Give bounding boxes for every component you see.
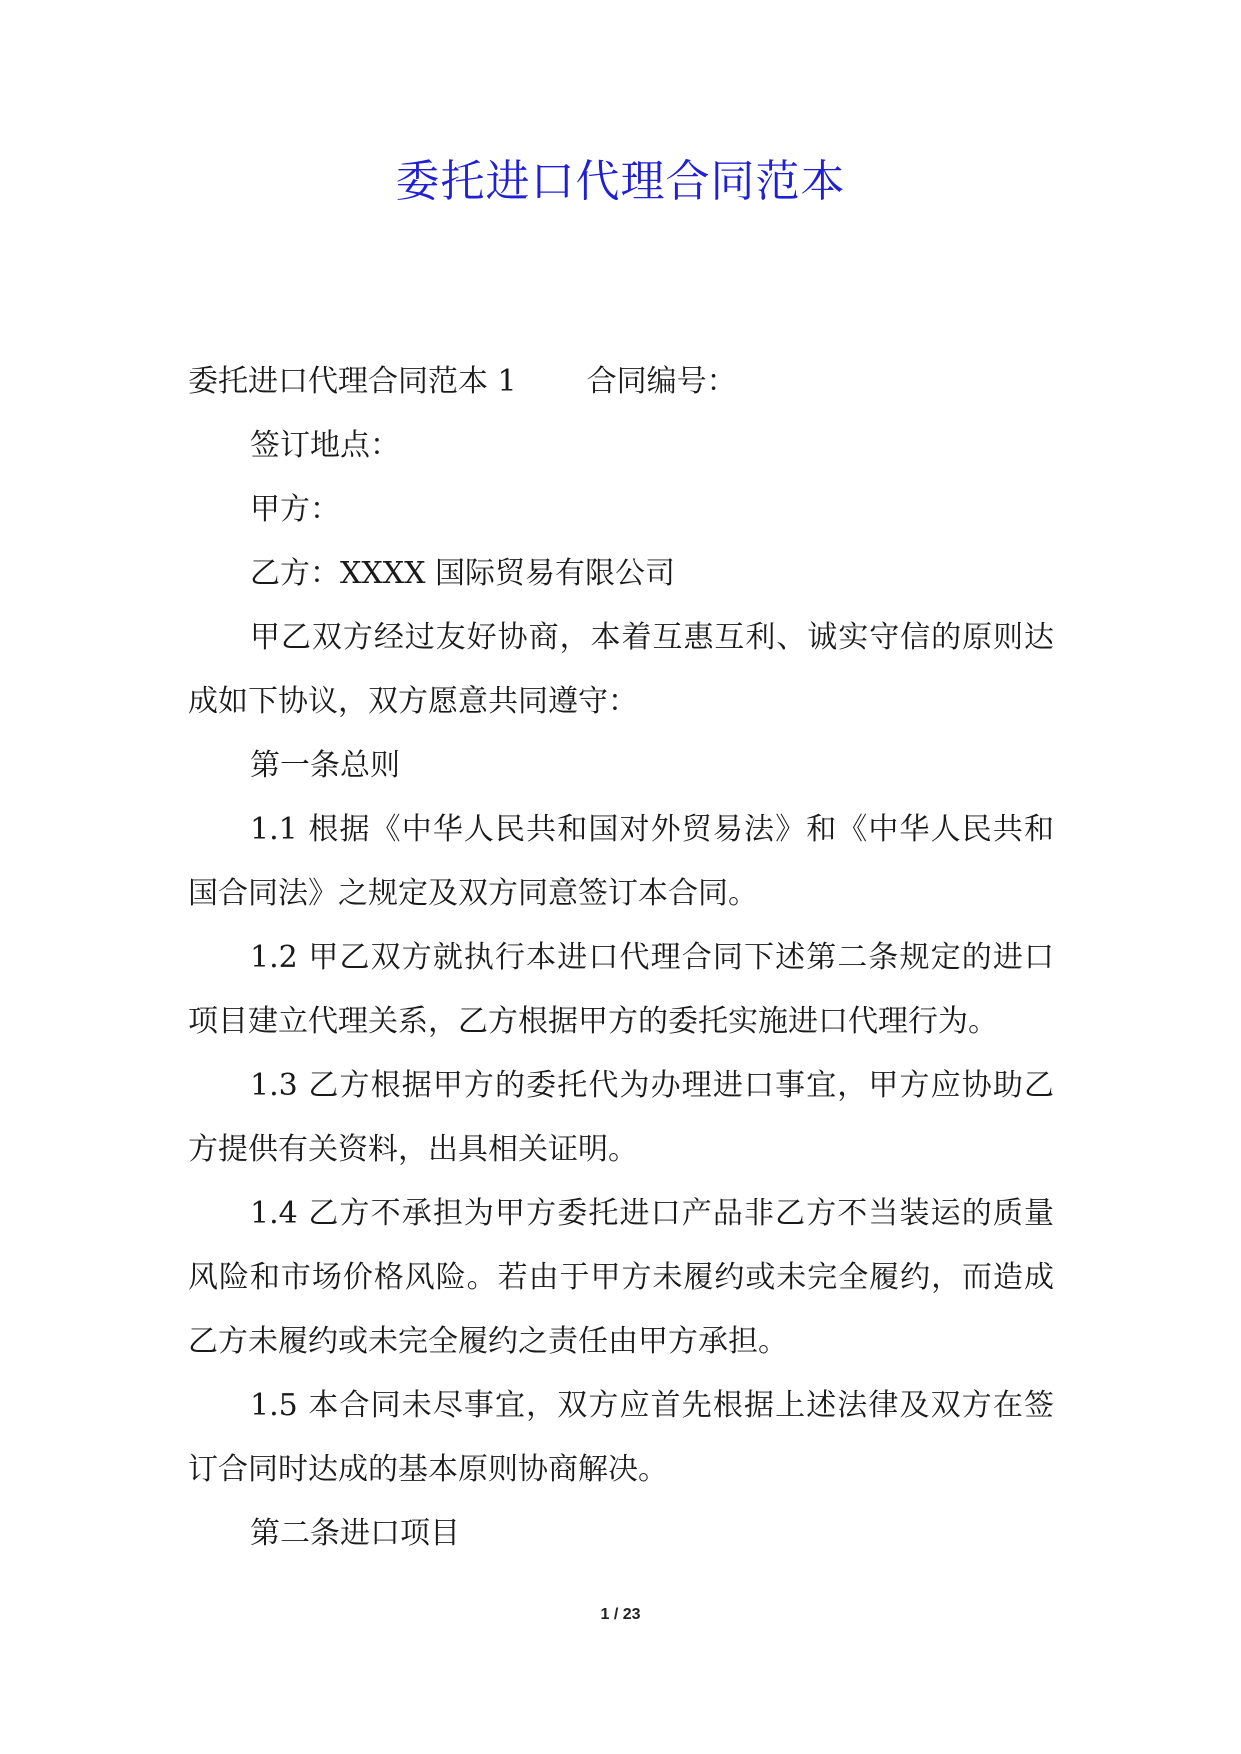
party-a-line: 甲方： — [250, 492, 340, 527]
party-b-line: 乙方：XXXX 国际贸易有限公司 — [250, 556, 675, 591]
paragraph: 1.3 乙方根据甲方的委托代为办理进口事宜，甲方应协助乙方提供有关资料，出具相关证明。 — [188, 1068, 1054, 1167]
document-title: 委托进口代理合同范本 — [395, 156, 846, 207]
paragraph: 1.4 乙方不承担为甲方委托进口产品非乙方不当装运的质量风险和市场价格风险。若由于甲方未履约或未完全履约，而造成乙方未履约或未完全履约之责任由甲方承担。 — [188, 1196, 1054, 1359]
contract-number-label: 合同编号： — [586, 364, 737, 399]
paragraph: 1.2 甲乙双方就执行本进口代理合同下述第二条规定的进口项目建立代理关系，乙方根据甲方的委托实施进口代理行为。 — [188, 940, 1054, 1039]
section-heading: 第一条总则 — [250, 748, 400, 783]
paragraph: 1.5 本合同未尽事宜，双方应首先根据上述法律及双方在签订合同时达成的基本原则协商解决。 — [188, 1388, 1054, 1487]
paragraph: 甲乙双方经过友好协商，本着互惠互利、诚实守信的原则达成如下协议，双方愿意共同遵守： — [188, 620, 1054, 719]
sign-place-line: 签订地点： — [250, 428, 400, 463]
page-indicator: 1 / 23 — [600, 1606, 641, 1623]
section-heading: 第二条进口项目 — [250, 1516, 460, 1551]
intro-title: 委托进口代理合同范本 1 — [188, 364, 517, 399]
paragraph: 1.1 根据《中华人民共和国对外贸易法》和《中华人民共和国合同法》之规定及双方同意签订本合同。 — [188, 812, 1054, 911]
document-body — [188, 350, 1054, 1566]
header-line — [188, 350, 1054, 414]
